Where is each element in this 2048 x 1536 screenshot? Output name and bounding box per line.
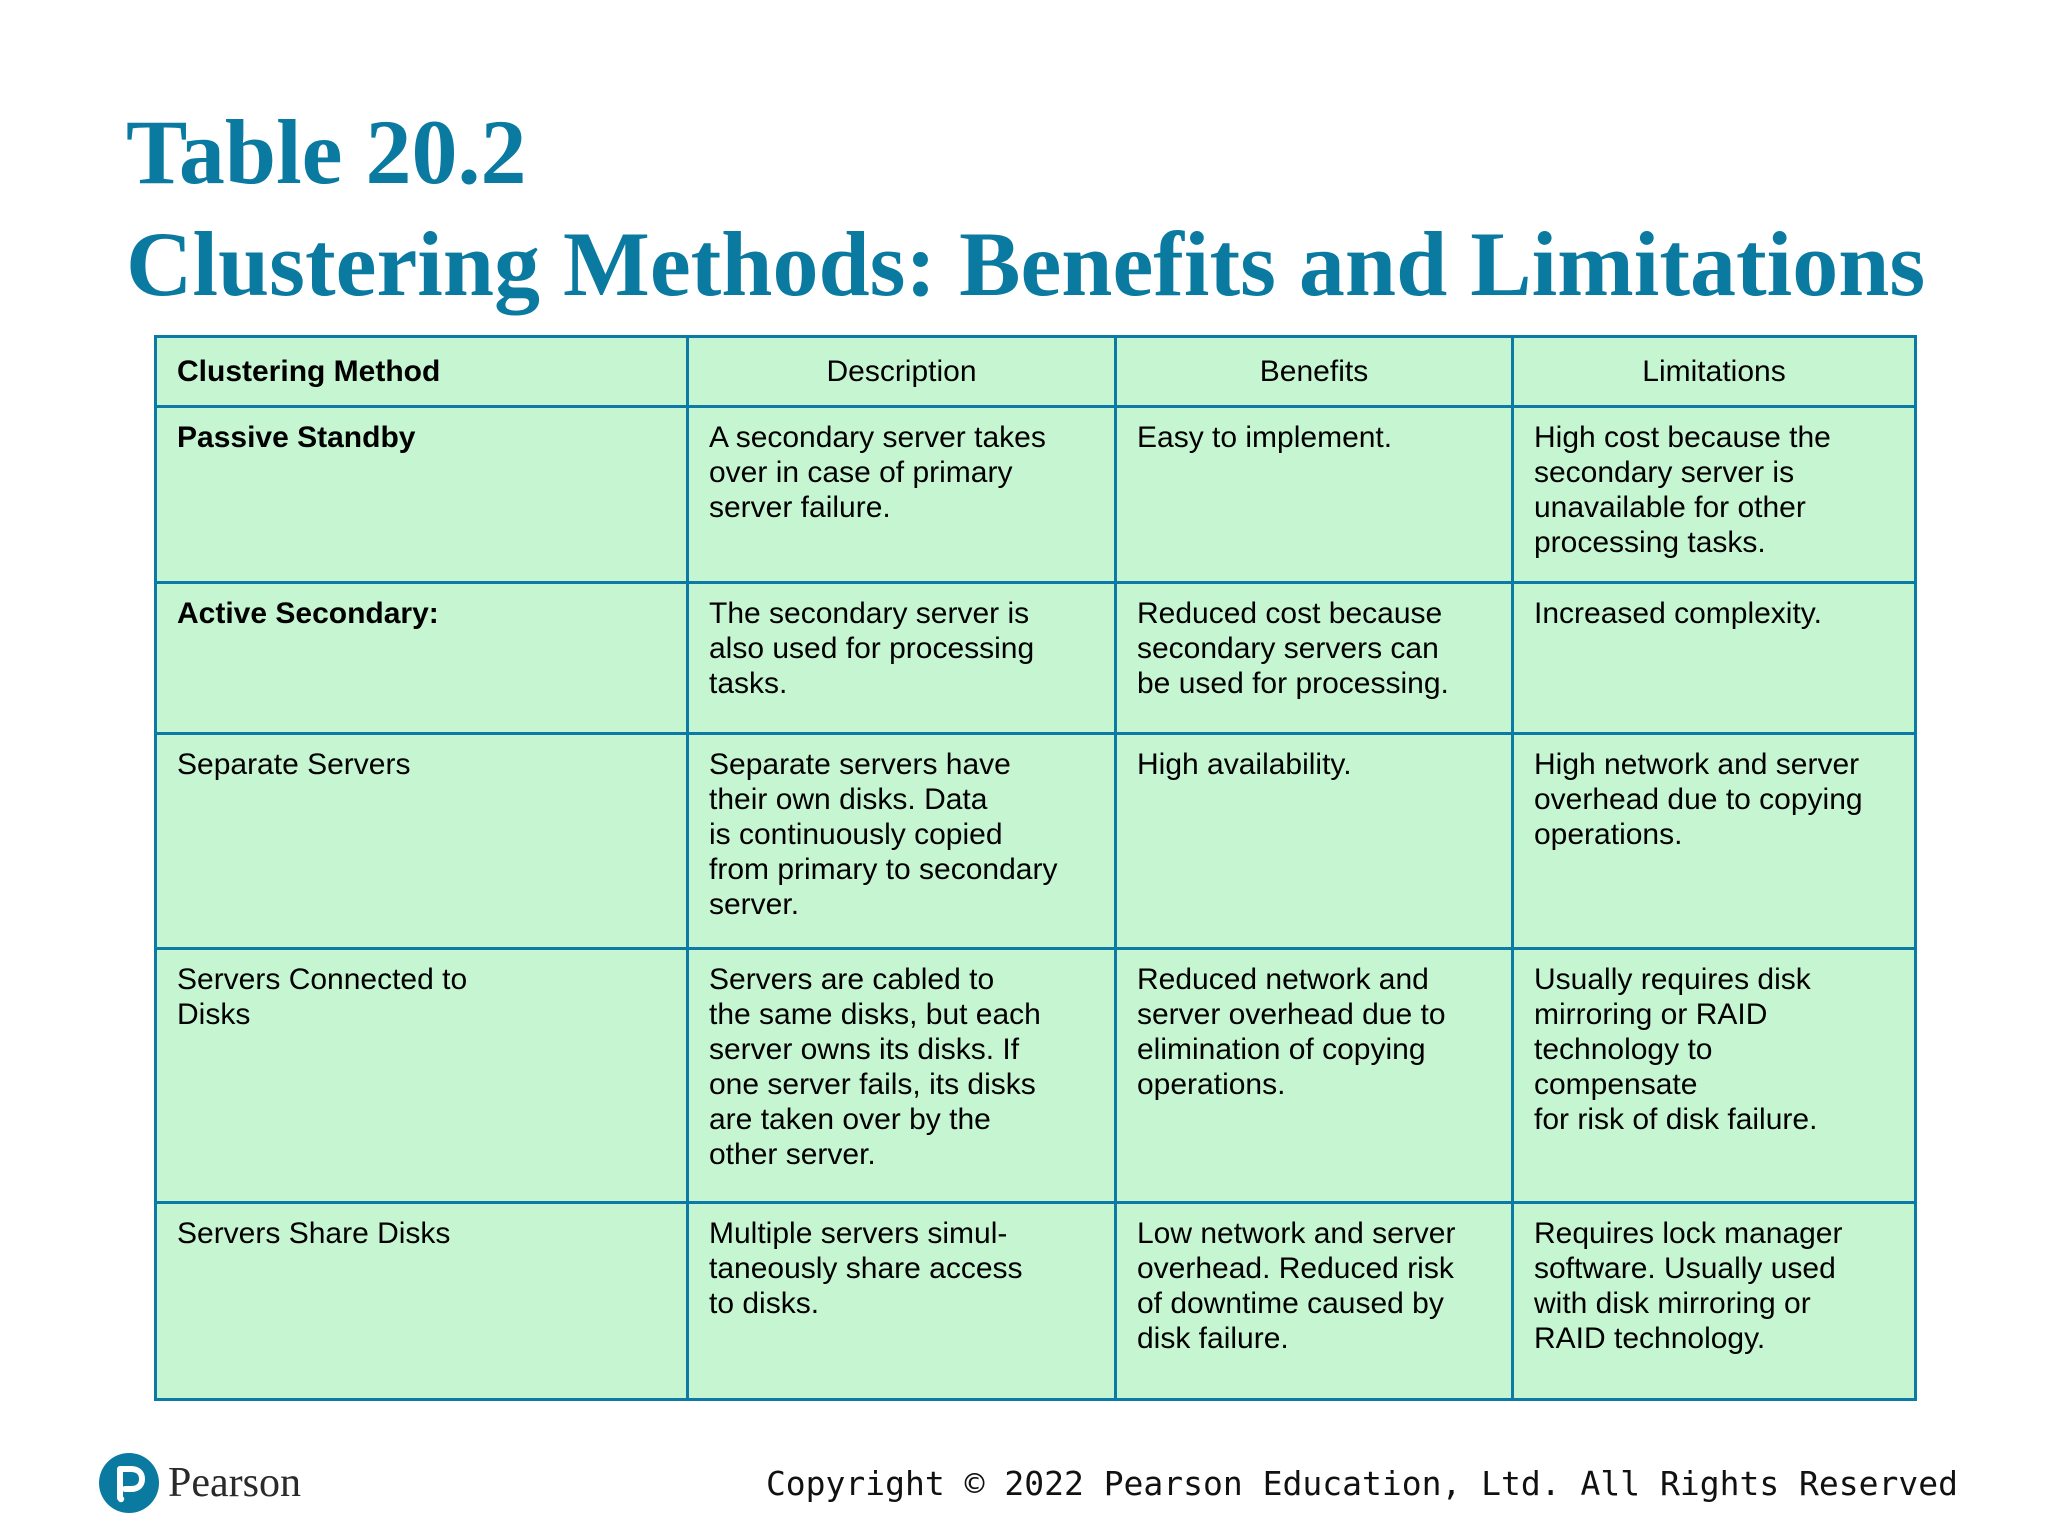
pearson-wordmark: Pearson xyxy=(168,1460,301,1506)
header-clustering-method: Clustering Method xyxy=(156,337,688,407)
table-row xyxy=(156,1203,1916,1400)
method-text: Servers Share Disks xyxy=(177,1217,451,1250)
benefits-cell xyxy=(1116,949,1513,1203)
limitations-text: Usually requires disk mirroring or RAID technology to compensate for risk of disk failure. xyxy=(1534,963,1818,1136)
header-benefits: Benefits xyxy=(1116,337,1513,407)
description-text: The secondary server is also used for processing tasks. xyxy=(709,597,1035,700)
limitations-text: High network and server overhead due to copying operations. xyxy=(1534,748,1863,851)
benefits-text: Reduced network and server overhead due to elimination of copying operations. xyxy=(1137,963,1446,1101)
limitations-cell xyxy=(1513,407,1916,583)
benefits-cell xyxy=(1116,583,1513,734)
description-cell xyxy=(688,1203,1116,1400)
description-text: Multiple servers simul- taneously share access to disks. xyxy=(709,1217,1023,1320)
benefits-text: Reduced cost because secondary servers can be used for processing. xyxy=(1137,597,1449,700)
copyright-notice: Copyright © 2022 Pearson Education, Ltd. All Rights Reserved xyxy=(765,1464,1958,1503)
table-row xyxy=(156,949,1916,1203)
description-cell xyxy=(688,949,1116,1203)
description-text: A secondary server takes over in case of primary server failure. xyxy=(709,421,1046,524)
benefits-cell xyxy=(1116,734,1513,949)
method-cell xyxy=(156,734,688,949)
table-row xyxy=(156,407,1916,583)
method-text: Active Secondary: xyxy=(177,597,439,630)
pearson-logo xyxy=(98,1452,308,1522)
limitations-text: High cost because the secondary server is unavailable for other processing tasks. xyxy=(1534,421,1831,559)
benefits-text: Low network and server overhead. Reduced risk of downtime caused by disk failure. xyxy=(1137,1217,1456,1355)
table-row xyxy=(156,583,1916,734)
title-line-2: Clustering Methods: Benefits and Limitations xyxy=(126,213,1926,315)
method-cell xyxy=(156,583,688,734)
clustering-methods-table xyxy=(154,335,1917,1401)
description-cell xyxy=(688,583,1116,734)
benefits-cell xyxy=(1116,407,1513,583)
method-cell xyxy=(156,949,688,1203)
table-row xyxy=(156,734,1916,949)
limitations-cell xyxy=(1513,734,1916,949)
limitations-text: Requires lock manager software. Usually used with disk mirroring or RAID technology. xyxy=(1534,1217,1843,1355)
method-text: Passive Standby xyxy=(177,421,416,454)
limitations-cell xyxy=(1513,1203,1916,1400)
description-text: Separate servers have their own disks. Data is continuously copied from primary to secondary server. xyxy=(709,748,1058,921)
method-cell xyxy=(156,1203,688,1400)
page-title xyxy=(126,96,1925,320)
description-cell xyxy=(688,734,1116,949)
method-text: Servers Connected to Disks xyxy=(177,963,468,1031)
description-cell xyxy=(688,407,1116,583)
benefits-text: Easy to implement. xyxy=(1137,421,1393,454)
header-limitations: Limitations xyxy=(1513,337,1916,407)
header-description: Description xyxy=(688,337,1116,407)
benefits-text: High availability. xyxy=(1137,748,1352,781)
table-header-row xyxy=(156,337,1916,407)
title-line-1: Table 20.2 xyxy=(126,101,527,203)
method-cell xyxy=(156,407,688,583)
limitations-cell xyxy=(1513,949,1916,1203)
limitations-text: Increased complexity. xyxy=(1534,597,1822,630)
limitations-cell xyxy=(1513,583,1916,734)
benefits-cell xyxy=(1116,1203,1513,1400)
description-text: Servers are cabled to the same disks, but each server owns its disks. If one server fails, its disks are taken over by the other server. xyxy=(709,963,1041,1171)
pearson-p-icon xyxy=(98,1452,160,1514)
method-text: Separate Servers xyxy=(177,748,411,781)
